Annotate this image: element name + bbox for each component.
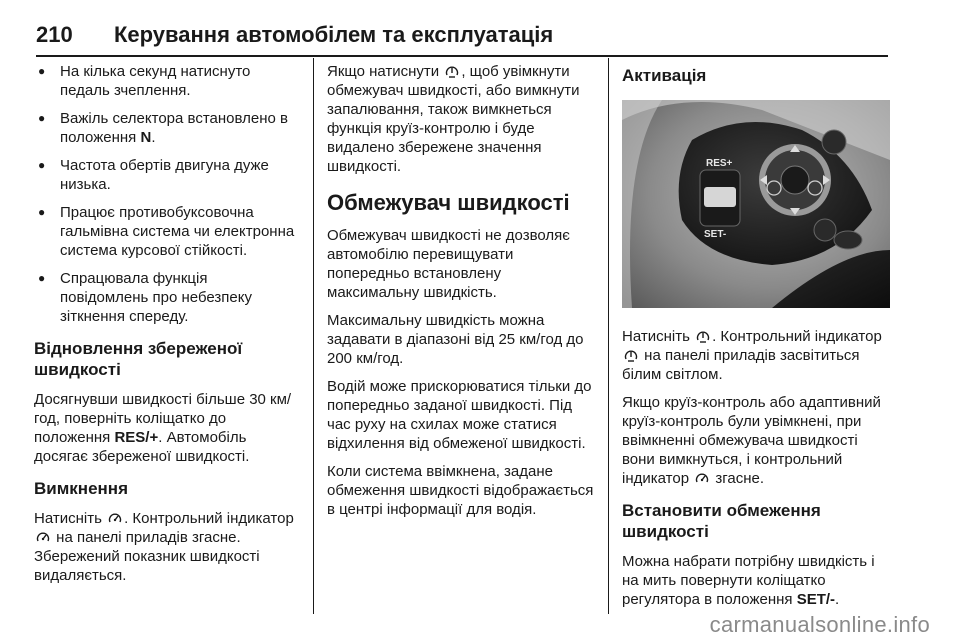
column-divider-2: [608, 58, 609, 614]
limiter-switch-paragraph: Якщо натиснути , щоб увімкнути обмежувач швидкості, або вимкнути запалювання, також вимкнеться функція круїз-контролю і буде видалено збережене значення швидкості.: [327, 63, 580, 175]
paragraph: Водій може прискорюватися тільки до попередньо заданої швидкості. Під час руху на схилах може статися відхилення від обмеженої швидкості.: [327, 378, 592, 452]
column-2: [327, 62, 595, 528]
heading-switch-off: Вимкнення: [34, 479, 128, 498]
speed-limiter-icon: [445, 64, 459, 78]
condition-list: [34, 62, 296, 326]
switch-off-paragraph: Натисніть . Контрольний індикатор на панелі приладів згасне. Збережений показник швидкості видаляється.: [34, 510, 294, 584]
column-3: [622, 62, 890, 618]
heading-speed-limiter: Обмежувач швидкості: [327, 190, 570, 215]
header-rule: [36, 55, 888, 57]
heading-activation: Активація: [622, 66, 707, 85]
speed-limiter-icon: [696, 329, 710, 343]
page-number: 210: [36, 22, 73, 47]
heading-set-limit: Встановити обмеження швидкості: [622, 501, 821, 541]
list-item: ● Працює противобуксовочна гальмівна система чи електронна система курсової стійкості.: [34, 203, 296, 260]
speed-limiter-icon: [624, 348, 638, 362]
set-limit-paragraph: Можна набрати потрібну швидкість і на мить повернути коліщатко регулятора в положення SET/-.: [622, 553, 875, 608]
cruise-control-icon: [36, 530, 50, 544]
cruise-off-paragraph: Якщо круїз-контроль або адаптивний круїз-контроль були увімкнені, при ввімкненні обмежувача швидкості вони вимкнуться, і контрольний індикатор згасне.: [622, 394, 881, 487]
page-header: [36, 22, 888, 52]
res-label: RES+: [706, 158, 733, 169]
set-label: SET-: [704, 229, 727, 240]
cruise-control-icon: [695, 471, 709, 485]
column-1: [34, 62, 296, 594]
cruise-control-icon: [108, 511, 122, 525]
column-divider-1: [313, 58, 314, 614]
list-item: ● Спрацювала функція повідомлень про небезпеку зіткнення спереду.: [34, 269, 296, 326]
list-item: ● Важіль селектора встановлено в положення N.: [34, 109, 296, 147]
steering-wheel-controls-image: [622, 100, 890, 308]
restore-paragraph: Досягнувши швидкості більше 30 км/год, поверніть коліщатко до положення RES/+. Автомобіль досягає збереженої швидкості.: [34, 391, 292, 465]
activation-paragraph: Натисніть . Контрольний індикатор на панелі приладів засвітиться білим світлом.: [622, 328, 882, 383]
paragraph: Коли система ввімкнена, задане обмеження швидкості відображається в центрі інформації для водія.: [327, 463, 594, 518]
paragraph: Обмежувач швидкості не дозволяє автомобілю перевищувати попередньо встановлену максимальну швидкість.: [327, 227, 570, 301]
page-title: Керування автомобілем та експлуатація: [114, 22, 554, 47]
paragraph: Максимальну швидкість можна задавати в діапазоні від 25 км/год до 200 км/год.: [327, 312, 584, 367]
gear-position-n: N: [140, 129, 152, 146]
list-item: ● На кілька секунд натиснуто педаль зчеплення.: [34, 62, 296, 100]
heading-restore-speed: Відновлення збереженої швидкості: [34, 339, 243, 379]
list-item: ● Частота обертів двигуна дуже низька.: [34, 156, 296, 194]
watermark: carmanualsonline.info: [709, 612, 930, 637]
